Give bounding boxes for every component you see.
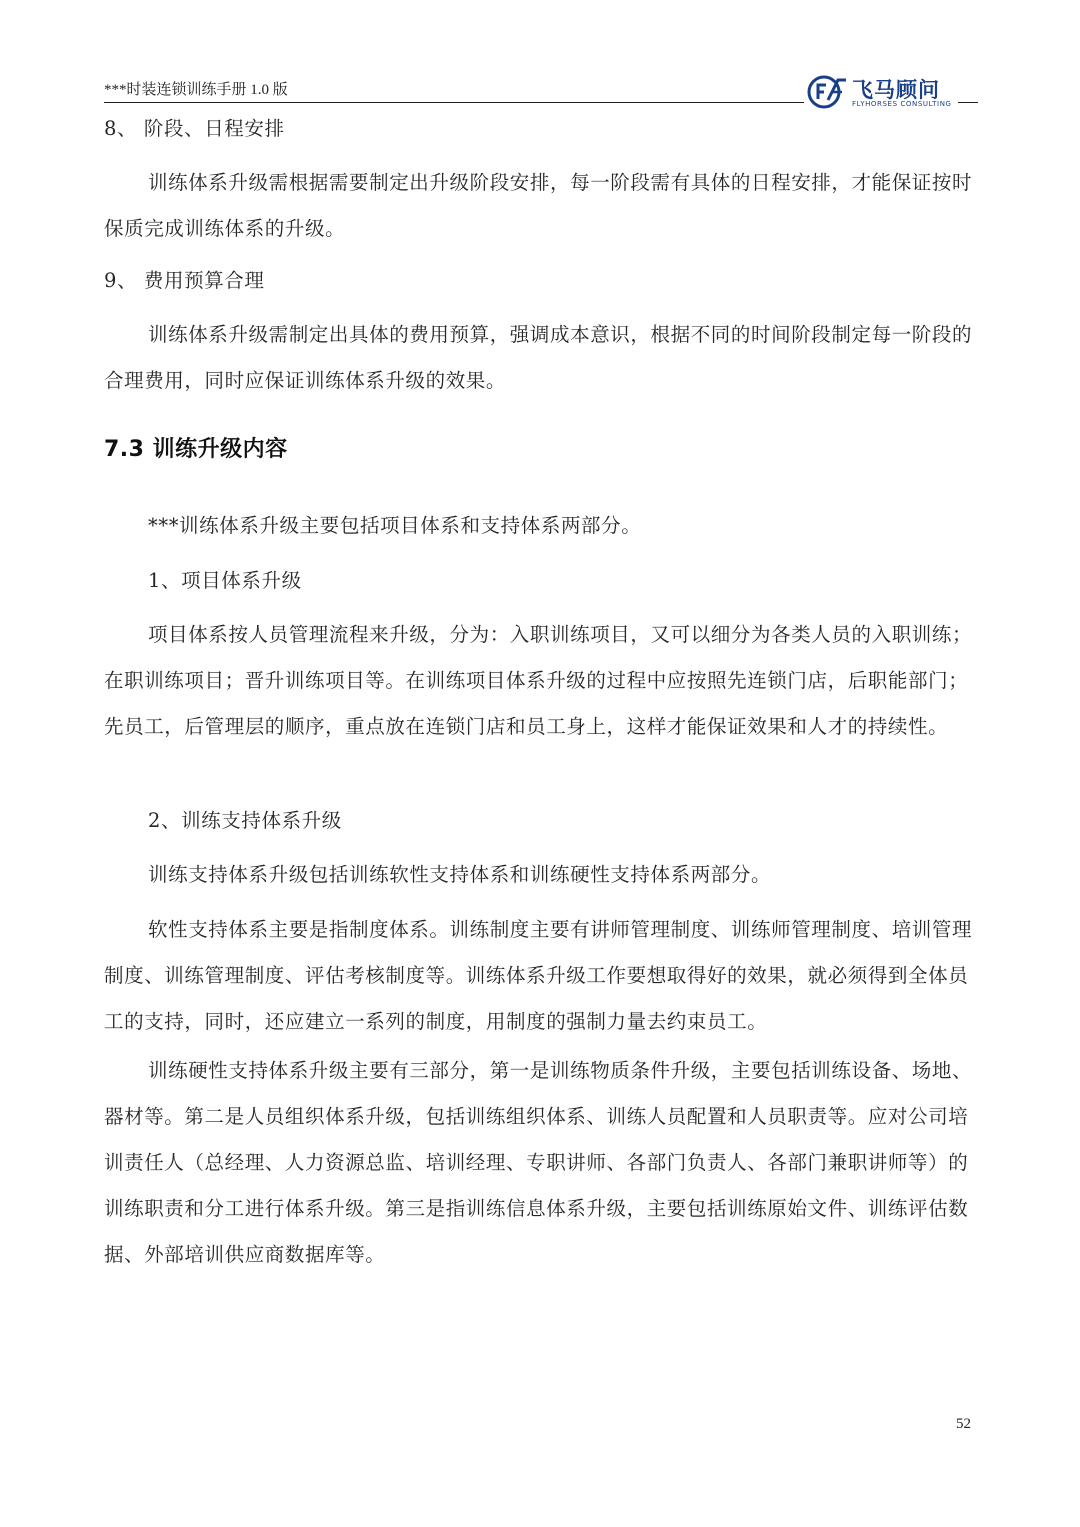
page-number: 52 <box>956 1416 971 1432</box>
section-intro: ***训练体系升级主要包括项目体系和支持体系两部分。 <box>148 514 642 537</box>
item-9-heading: 9、 费用预算合理 <box>104 269 265 292</box>
sub-1-body: 项目体系按人员管理流程来升级，分为：入职训练项目，又可以细分为各类人员的入职训练；在职训练项目；晋升训练项目等。在训练项目体系升级的过程中应按照先连锁门店，后职能部门；先员工，后管理层的顺序，重点放在连锁门店和员工身上，这样才能保证效果和人才的持续性。 <box>104 623 973 738</box>
header-divider-right <box>958 102 978 103</box>
logo-subtext: FLYHORSES CONSULTING <box>852 100 952 108</box>
item-9-body: 训练体系升级需制定出具体的费用预算，强调成本意识，根据不同的时间阶段制定每一阶段的合理费用，同时应保证训练体系升级的效果。 <box>104 323 973 392</box>
logo-text: 飞马顾问 <box>852 78 940 102</box>
sub-2-heading: 2、训练支持体系升级 <box>148 809 342 832</box>
document-title: ***时装连锁训练手册 1.0 版 <box>104 82 288 98</box>
header-divider <box>104 102 804 103</box>
sub-2-body-2: 软性支持体系主要是指制度体系。训练制度主要有讲师管理制度、训练师管理制度、培训管理制度、训练管理制度、评估考核制度等。训练体系升级工作要想取得好的效果，就必须得到全体员工的支持，同时，还应建立一系列的制度，用制度的强制力量去约束员工。 <box>104 918 973 1033</box>
item-8-body: 训练体系升级需根据需要制定出升级阶段安排，每一阶段需有具体的日程安排，才能保证按时保质完成训练体系的升级。 <box>104 171 973 240</box>
sub-2-body-3: 训练硬性支持体系升级主要有三部分，第一是训练物质条件升级，主要包括训练设备、场地、器材等。第二是人员组织体系升级，包括训练组织体系、训练人员配置和人员职责等。应对公司培训责任人（总经理、人力资源总监、培训经理、专职讲师、各部门负责人、各部门兼职讲师等）的训练职责和分工进行体系升级。第三是指训练信息体系升级，主要包括训练原始文件、训练评估数据、外部培训供应商数据库等。 <box>104 1059 973 1266</box>
item-8-heading: 8、 阶段、日程安排 <box>104 117 285 140</box>
section-title: 7.3 训练升级内容 <box>104 437 288 462</box>
sub-2-body-1: 训练支持体系升级包括训练软性支持体系和训练硬性支持体系两部分。 <box>148 863 772 886</box>
sub-1-heading: 1、项目体系升级 <box>148 569 302 592</box>
